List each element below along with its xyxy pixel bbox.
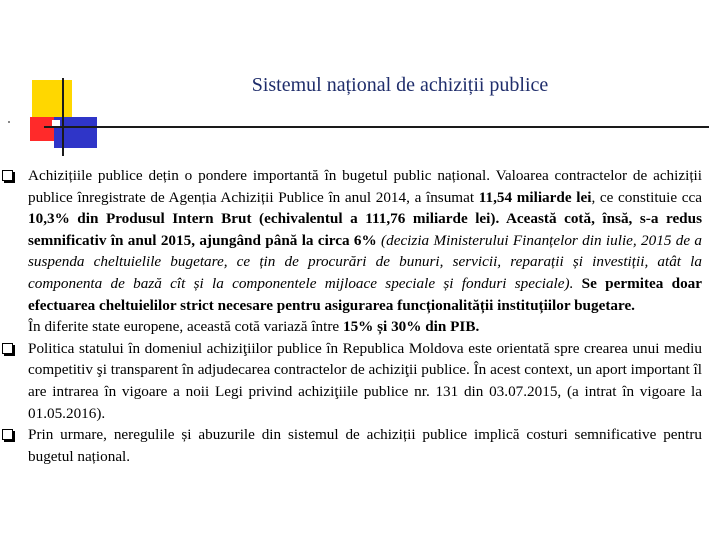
text: Politica statului în domeniul achiziţiilor publice în Republica Moldova este orientată spre crearea unui mediu competitiv şi transparent în adjudecarea contractelor de achiziţii publice. În acest context, un aport important îl are intrarea în vigoare a noii Legi privind achiziţiile publice nr. 131 din 03.07.2015, (a intrat în vigoare la 01.05.2016).	[28, 339, 702, 422]
decor-dot	[8, 121, 10, 123]
bullet-paragraph-2	[2, 338, 702, 424]
decor-vertical-line	[62, 78, 64, 156]
paragraph-european-states	[2, 316, 702, 338]
bullet-paragraph-3	[2, 424, 702, 467]
bold-text: 10,3% din Produsul Intern Brut (echivalentul a 111,76 miliarde lei).	[28, 210, 500, 228]
text: Prin urmare, neregulile și abuzurile din sistemul de achiziții publice implică costuri semnificative pentru bugetul național.	[28, 426, 702, 465]
text: Achizițiile publice dețin o pondere importantă în bugetul public național. Valoarea contractelor de achiziții publice înregistrate de Agenția Achiziții Publice în anul 2014, a însumat	[28, 167, 702, 206]
decor-blue-square	[54, 117, 97, 148]
bold-text: 15% și 30% din PIB.	[342, 318, 480, 336]
page-title: Sistemul național de achiziții publice	[251, 74, 549, 96]
text: În diferite state europene, această cotă variază între	[28, 318, 343, 336]
bold-text: 11,54 miliarde lei	[478, 188, 592, 206]
decor-red-square	[30, 117, 54, 141]
checkbox-bullet-icon	[2, 343, 13, 354]
content-body	[2, 165, 702, 467]
decor-horizontal-line	[44, 126, 709, 128]
checkbox-bullet-icon	[2, 429, 13, 440]
bold-text: Această cotă, însă, s-a redus semnificativ în anul 2015, ajungând până la circa 6%	[28, 210, 702, 249]
text: , ce constituie cca	[591, 188, 702, 206]
bullet-paragraph-1	[2, 165, 702, 316]
bold-text: Se permitea doar efectuarea cheltuielilor strict necesare pentru asigurarea funcționalității instituțiilor bugetare.	[28, 274, 702, 314]
italic-text: (decizia Ministerului Finanțelor din iulie, 2015 de a suspenda cheltuielile bugetare, ce țin de procurări de bunuri, servicii, reparații și investiții, atât la componenta de bază cît și la componentele mijloace speciale și fonduri speciale).	[28, 231, 702, 292]
checkbox-bullet-icon	[2, 170, 13, 181]
decor-yellow-square	[32, 80, 72, 120]
